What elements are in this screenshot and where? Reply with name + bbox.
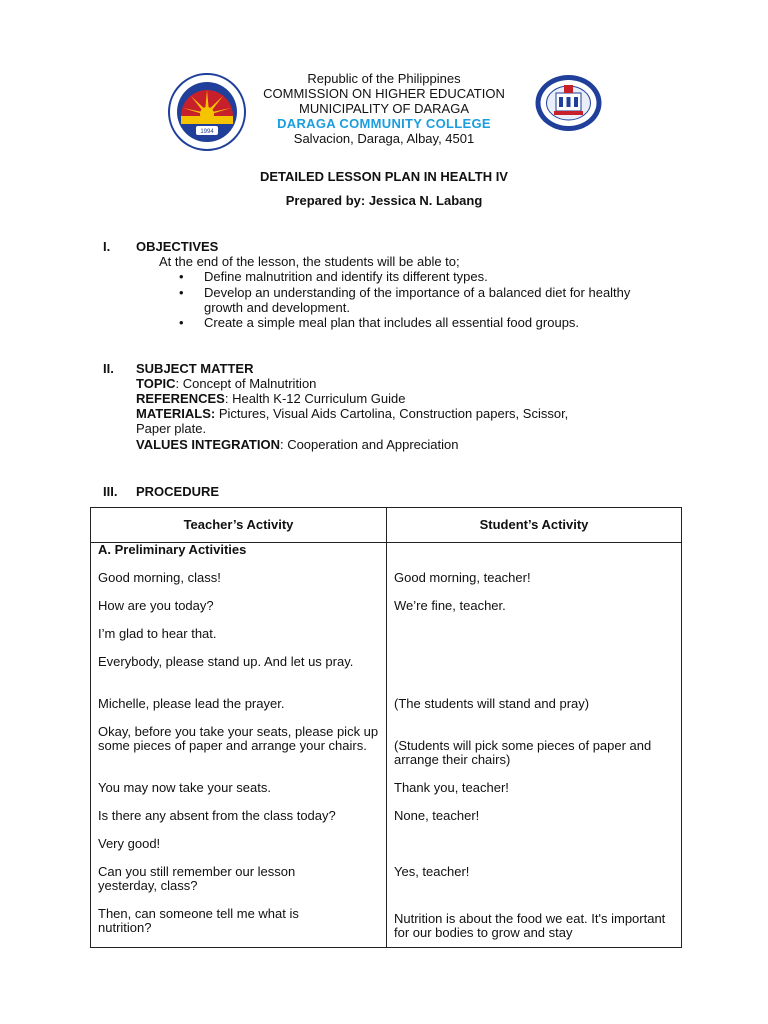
student-line: (The students will stand and pray) (394, 695, 590, 711)
teacher-line: Then, can someone tell me what is nutrition? (98, 905, 299, 935)
header-municipality: MUNICIPALITY OF DARAGA (299, 101, 469, 116)
header-address: Salvacion, Daraga, Albay, 4501 (293, 131, 475, 146)
teacher-line: Is there any absent from the class today? (98, 807, 336, 823)
section-title: OBJECTIVES (136, 239, 219, 254)
student-line: None, teacher! (394, 807, 480, 823)
header-republic: Republic of the Philippines (307, 71, 461, 86)
section-number: II. (103, 361, 114, 376)
teacher-line: Okay, before you take your seats, please pick up some pieces of paper and arrange your chairs. (98, 723, 379, 753)
teacher-line: Good morning, class! (98, 569, 221, 585)
teacher-line: Can you still remember our lesson yesterday, class? (98, 863, 296, 893)
teacher-line: Everybody, please stand up. And let us pray. (98, 653, 354, 669)
college-seal-icon (534, 73, 603, 133)
student-line: Nutrition is about the food we eat. It's important for our bodies to grow and stay (394, 910, 666, 940)
procedure-table (90, 507, 682, 948)
table-header-student: Student’s Activity (387, 508, 682, 543)
student-line: Yes, teacher! (394, 863, 470, 879)
teacher-line: You may now take your seats. (98, 779, 271, 795)
table-header-row (91, 508, 682, 543)
prepared-by: Prepared by: Jessica N. Labang (285, 193, 483, 208)
teacher-line: How are you today? (98, 597, 214, 613)
teacher-line: Michelle, please lead the prayer. (98, 695, 285, 711)
table-row (91, 542, 682, 947)
section-title: SUBJECT MATTER (136, 361, 254, 376)
student-activity-cell (387, 542, 682, 947)
header-commission: COMMISSION ON HIGHER EDUCATION (263, 86, 505, 101)
teacher-line: Very good! (98, 835, 161, 851)
teacher-line: I’m glad to hear that. (98, 625, 217, 641)
table-header-teacher: Teacher’s Activity (91, 508, 387, 543)
document-title: DETAILED LESSON PLAN IN HEALTH IV (260, 169, 508, 184)
document-page: 1994 Republic of the Philippines COMMISSION ON HIGHER EDUCATION MUNICIPALITY OF DARAGA DARAGA COMMUNITY COLLEGE Salvacion, Daraga, Albay, 4501 DETAILED LESSON PLAN IN HEALTH IV Prepared by: Jessica N. Labang I. OBJECTIVES At the end of the lesson, the students will be able to; • Define malnutrition and identify its different types. • Develop an understanding of the importance of a balanced diet for healthy growth and development. • Create a simple meal plan that includes all essential food groups. II. SUBJECT MATTER TOPIC: Concept of Malnutrition REFERENCES: Health K-12 Curriculum Guide MATERIALS: Pictures, Visual Aids Cartolina, Construction papers, Scissor, Paper plate. VALUES INTEGRATION: Cooperation and Appreciation III. PROCEDURE Teacher’s Activity Student’s Activity A. Preliminary Activities Good morning, class! How are you today? I’m glad to hear that. Everybody, please stand up. And let us pray. Michelle, please lead the prayer. Okay, before you take your seats, please pick up some pieces of paper and arrange your chairs. You may now take your seats. Is there any absent from the class today? Very good! Can you still remember our lesson yesterday, class? Then, can someone tell me what is nutrition? Good morning, teacher! We’re fine, teacher. (The students will stand and pray) (Students will pick some pieces of paper and arrange their chairs) Thank you, teacher! None, teacher! Yes, teacher! Nutrition is about the food we eat. It's important for our bodies to grow and stay (0, 0, 768, 1024)
header-college-name: DARAGA COMMUNITY COLLEGE (277, 116, 491, 131)
materials-line-continued: Paper plate. (136, 421, 207, 436)
bullet-icon: • (179, 315, 184, 330)
teacher-activity-cell (91, 542, 387, 947)
section-number: III. (103, 484, 118, 499)
bullet-icon: • (179, 285, 184, 300)
institution-header (234, 71, 534, 146)
materials-line: MATERIALS: Pictures, Visual Aids Cartolina, Construction papers, Scissor, (136, 406, 569, 421)
references-line: REFERENCES: Health K-12 Curriculum Guide (136, 391, 406, 406)
student-line: We’re fine, teacher. (394, 597, 506, 613)
preliminary-activities-label: A. Preliminary Activities (98, 541, 247, 557)
student-line: Thank you, teacher! (394, 779, 509, 795)
topic-line: TOPIC: Concept of Malnutrition (136, 376, 317, 391)
bullet-icon: • (179, 269, 184, 284)
objectives-intro: At the end of the lesson, the students will be able to; (159, 254, 460, 269)
seal-year: 1994 (200, 129, 214, 135)
section-number: I. (103, 239, 111, 254)
section-title: PROCEDURE (136, 484, 220, 499)
student-line: Good morning, teacher! (394, 569, 531, 585)
student-line: (Students will pick some pieces of paper and arrange their chairs) (394, 737, 652, 767)
values-line: VALUES INTEGRATION: Cooperation and Appreciation (136, 437, 459, 452)
